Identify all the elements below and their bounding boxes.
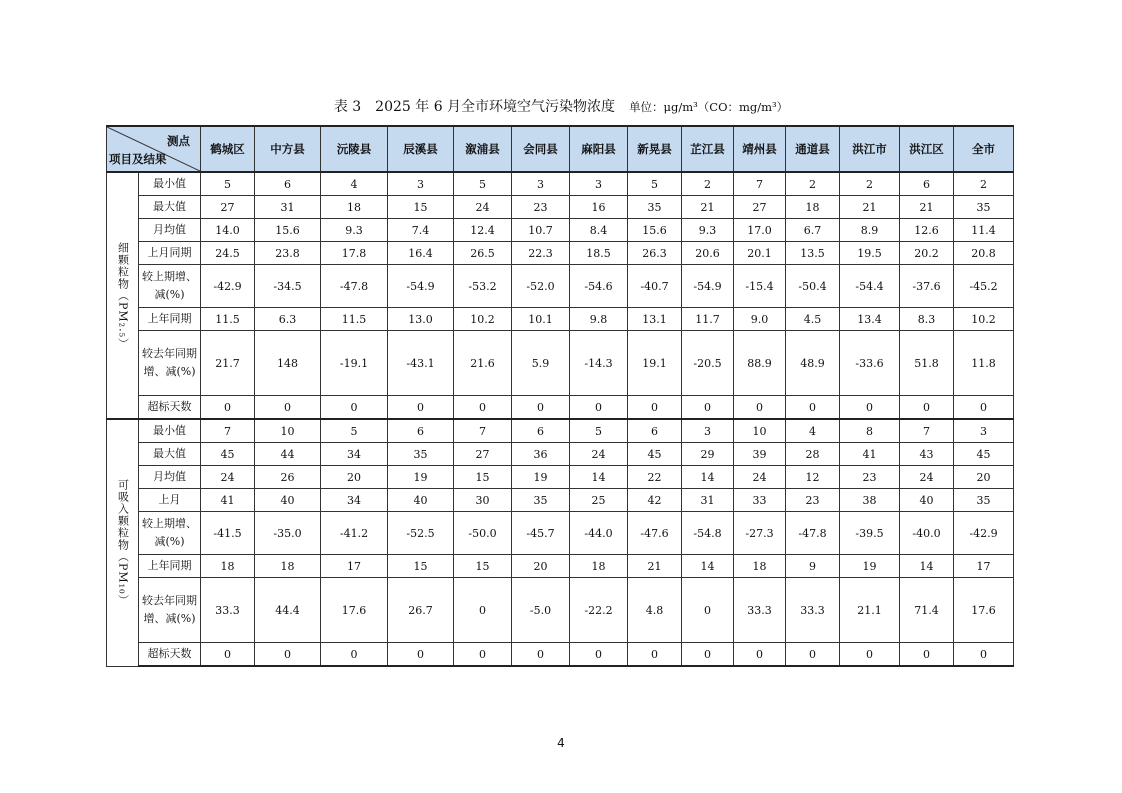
table-row <box>107 196 1014 219</box>
value-cell: -41.2 <box>321 512 388 555</box>
value-cell: -52.5 <box>388 512 454 555</box>
value-cell: 0 <box>954 396 1014 420</box>
table-row <box>107 172 1014 196</box>
value-cell: 19 <box>512 466 570 489</box>
value-cell: 20.1 <box>734 242 786 265</box>
value-cell: 4 <box>321 172 388 196</box>
value-cell: 2 <box>954 172 1014 196</box>
corner-station-label: 测点 <box>167 134 190 148</box>
value-cell: 0 <box>454 643 512 667</box>
value-cell: -47.6 <box>628 512 682 555</box>
value-cell: -45.2 <box>954 265 1014 308</box>
value-cell: 30 <box>454 489 512 512</box>
value-cell: -41.5 <box>201 512 255 555</box>
value-cell: -27.3 <box>734 512 786 555</box>
value-cell: 5 <box>454 172 512 196</box>
value-cell: -53.2 <box>454 265 512 308</box>
value-cell: 0 <box>570 643 628 667</box>
value-cell: 33.3 <box>734 578 786 643</box>
station-header-cell: 全市 <box>954 126 1014 172</box>
metric-label: 上月同期 <box>147 246 192 259</box>
value-cell: -5.0 <box>512 578 570 643</box>
value-cell: 7 <box>900 419 954 443</box>
value-cell: 19 <box>840 555 900 578</box>
value-cell: 17.8 <box>321 242 388 265</box>
value-cell: 4.8 <box>628 578 682 643</box>
value-cell: 21.7 <box>201 331 255 396</box>
value-cell: 14 <box>682 555 734 578</box>
value-cell: 0 <box>840 396 900 420</box>
title-main: 表 3 2025 年 6 月全市环境空气污染物浓度 <box>333 99 616 115</box>
metric-label-cell <box>139 489 201 512</box>
value-cell: 48.9 <box>786 331 840 396</box>
value-cell: 6 <box>900 172 954 196</box>
value-cell: 14.0 <box>201 219 255 242</box>
value-cell: -47.8 <box>321 265 388 308</box>
value-cell: 15 <box>388 196 454 219</box>
value-cell: 24 <box>900 466 954 489</box>
pollutant-group-cell <box>107 172 139 419</box>
value-cell: 2 <box>786 172 840 196</box>
value-cell: 13.1 <box>628 308 682 331</box>
value-cell: 42 <box>628 489 682 512</box>
value-cell: 51.8 <box>900 331 954 396</box>
value-cell: 0 <box>454 578 512 643</box>
metric-label: 较上期增、减(%) <box>142 517 197 548</box>
value-cell: 0 <box>786 396 840 420</box>
value-cell: 3 <box>388 172 454 196</box>
corner-item-label: 项目及结果 <box>109 152 167 166</box>
table-row <box>107 512 1014 555</box>
value-cell: 40 <box>388 489 454 512</box>
value-cell: -50.4 <box>786 265 840 308</box>
value-cell: 7 <box>734 172 786 196</box>
metric-label-cell <box>139 331 201 396</box>
value-cell: 21 <box>682 196 734 219</box>
value-cell: 5 <box>570 419 628 443</box>
value-cell: 0 <box>628 643 682 667</box>
metric-label-cell <box>139 578 201 643</box>
value-cell: 9.8 <box>570 308 628 331</box>
value-cell: -33.6 <box>840 331 900 396</box>
value-cell: 4.5 <box>786 308 840 331</box>
value-cell: 0 <box>255 396 321 420</box>
value-cell: 18 <box>201 555 255 578</box>
table-row <box>107 643 1014 667</box>
value-cell: 15 <box>454 466 512 489</box>
value-cell: 11.8 <box>954 331 1014 396</box>
metric-label-cell <box>139 643 201 667</box>
metric-label: 较上期增、减(%) <box>142 270 197 301</box>
value-cell: 0 <box>512 396 570 420</box>
value-cell: -20.5 <box>682 331 734 396</box>
table-row <box>107 242 1014 265</box>
value-cell: 44 <box>255 443 321 466</box>
value-cell: 9.3 <box>321 219 388 242</box>
value-cell: 23 <box>786 489 840 512</box>
value-cell: 41 <box>840 443 900 466</box>
station-header-cell: 会同县 <box>512 126 570 172</box>
value-cell: -14.3 <box>570 331 628 396</box>
metric-label: 最大值 <box>153 200 186 213</box>
station-header-cell: 溆浦县 <box>454 126 512 172</box>
value-cell: 21 <box>628 555 682 578</box>
value-cell: 26.7 <box>388 578 454 643</box>
value-cell: 33.3 <box>201 578 255 643</box>
value-cell: 3 <box>570 172 628 196</box>
value-cell: 4 <box>786 419 840 443</box>
value-cell: 33.3 <box>786 578 840 643</box>
value-cell: 9.0 <box>734 308 786 331</box>
value-cell: 20 <box>321 466 388 489</box>
value-cell: 18 <box>734 555 786 578</box>
table-row <box>107 396 1014 420</box>
pollutant-group-label: 可吸入颗粒物（PM₁₀） <box>116 479 130 607</box>
value-cell: 20.6 <box>682 242 734 265</box>
value-cell: 16.4 <box>388 242 454 265</box>
metric-label-cell <box>139 308 201 331</box>
metric-label-cell <box>139 219 201 242</box>
value-cell: 2 <box>840 172 900 196</box>
metric-label-cell <box>139 265 201 308</box>
value-cell: 5 <box>201 172 255 196</box>
value-cell: 11.5 <box>321 308 388 331</box>
value-cell: 10 <box>255 419 321 443</box>
metric-label-cell <box>139 419 201 443</box>
value-cell: 0 <box>388 643 454 667</box>
value-cell: 0 <box>900 643 954 667</box>
value-cell: -40.7 <box>628 265 682 308</box>
value-cell: -39.5 <box>840 512 900 555</box>
value-cell: 45 <box>628 443 682 466</box>
table-row <box>107 419 1014 443</box>
value-cell: 5 <box>321 419 388 443</box>
table-row <box>107 555 1014 578</box>
value-cell: 26.5 <box>454 242 512 265</box>
station-header-cell: 沅陵县 <box>321 126 388 172</box>
value-cell: 11.5 <box>201 308 255 331</box>
value-cell: 18.5 <box>570 242 628 265</box>
metric-label-cell <box>139 172 201 196</box>
table-row <box>107 489 1014 512</box>
title-unit: 单位：μg/m³（CO：mg/m³） <box>629 100 789 114</box>
table-row <box>107 308 1014 331</box>
station-header-cell: 辰溪县 <box>388 126 454 172</box>
value-cell: 0 <box>321 396 388 420</box>
value-cell: 13.5 <box>786 242 840 265</box>
value-cell: 0 <box>201 396 255 420</box>
value-cell: 0 <box>682 578 734 643</box>
corner-header-cell <box>107 126 201 172</box>
value-cell: 35 <box>388 443 454 466</box>
value-cell: 8.9 <box>840 219 900 242</box>
value-cell: 0 <box>954 643 1014 667</box>
value-cell: 8.3 <box>900 308 954 331</box>
value-cell: 26 <box>255 466 321 489</box>
metric-label: 最小值 <box>153 424 186 437</box>
value-cell: 0 <box>734 396 786 420</box>
value-cell: 29 <box>682 443 734 466</box>
value-cell: 17.6 <box>954 578 1014 643</box>
value-cell: 23.8 <box>255 242 321 265</box>
value-cell: 14 <box>682 466 734 489</box>
metric-label: 超标天数 <box>147 400 192 413</box>
value-cell: 5 <box>628 172 682 196</box>
metric-label-cell <box>139 196 201 219</box>
header-row <box>107 126 1014 172</box>
value-cell: 13.0 <box>388 308 454 331</box>
value-cell: 19 <box>388 466 454 489</box>
value-cell: 6 <box>388 419 454 443</box>
value-cell: 10.2 <box>454 308 512 331</box>
value-cell: 88.9 <box>734 331 786 396</box>
value-cell: 23 <box>840 466 900 489</box>
value-cell: 21.1 <box>840 578 900 643</box>
value-cell: 31 <box>255 196 321 219</box>
value-cell: 0 <box>734 643 786 667</box>
value-cell: 44.4 <box>255 578 321 643</box>
value-cell: -54.8 <box>682 512 734 555</box>
value-cell: 21.6 <box>454 331 512 396</box>
value-cell: 20 <box>512 555 570 578</box>
value-cell: 3 <box>512 172 570 196</box>
pollutant-table <box>106 125 1014 667</box>
value-cell: 22 <box>628 466 682 489</box>
value-cell: 17.0 <box>734 219 786 242</box>
value-cell: 25 <box>570 489 628 512</box>
value-cell: 0 <box>255 643 321 667</box>
value-cell: -45.7 <box>512 512 570 555</box>
table-row <box>107 578 1014 643</box>
value-cell: 41 <box>201 489 255 512</box>
metric-label-cell <box>139 466 201 489</box>
value-cell: -50.0 <box>454 512 512 555</box>
table-row <box>107 443 1014 466</box>
station-header-cell: 洪江市 <box>840 126 900 172</box>
metric-label: 上年同期 <box>147 312 192 325</box>
value-cell: 71.4 <box>900 578 954 643</box>
value-cell: 3 <box>954 419 1014 443</box>
value-cell: 9.3 <box>682 219 734 242</box>
value-cell: 15.6 <box>628 219 682 242</box>
metric-label: 较去年同期增、减(%) <box>142 594 197 625</box>
value-cell: 10.2 <box>954 308 1014 331</box>
value-cell: 8 <box>840 419 900 443</box>
value-cell: 7.4 <box>388 219 454 242</box>
value-cell: 24 <box>454 196 512 219</box>
value-cell: 9 <box>786 555 840 578</box>
value-cell: 148 <box>255 331 321 396</box>
value-cell: 0 <box>682 396 734 420</box>
metric-label-cell <box>139 555 201 578</box>
value-cell: 45 <box>954 443 1014 466</box>
metric-label-cell <box>139 512 201 555</box>
value-cell: 21 <box>840 196 900 219</box>
station-header-cell: 中方县 <box>255 126 321 172</box>
value-cell: 24 <box>201 466 255 489</box>
value-cell: 16 <box>570 196 628 219</box>
station-header-cell: 鹤城区 <box>201 126 255 172</box>
value-cell: -22.2 <box>570 578 628 643</box>
value-cell: 12.4 <box>454 219 512 242</box>
value-cell: 0 <box>454 396 512 420</box>
value-cell: 7 <box>454 419 512 443</box>
value-cell: 19.5 <box>840 242 900 265</box>
value-cell: -42.9 <box>201 265 255 308</box>
value-cell: 28 <box>786 443 840 466</box>
value-cell: 38 <box>840 489 900 512</box>
value-cell: 11.7 <box>682 308 734 331</box>
value-cell: 0 <box>900 396 954 420</box>
value-cell: 6 <box>628 419 682 443</box>
metric-label: 最小值 <box>153 177 186 190</box>
value-cell: 19.1 <box>628 331 682 396</box>
value-cell: 6 <box>512 419 570 443</box>
pollutant-group-cell <box>107 419 139 666</box>
value-cell: 26.3 <box>628 242 682 265</box>
value-cell: 0 <box>570 396 628 420</box>
value-cell: 15.6 <box>255 219 321 242</box>
value-cell: -37.6 <box>900 265 954 308</box>
value-cell: 21 <box>900 196 954 219</box>
value-cell: -47.8 <box>786 512 840 555</box>
value-cell: 24 <box>734 466 786 489</box>
station-header-cell: 洪江区 <box>900 126 954 172</box>
value-cell: 18 <box>255 555 321 578</box>
value-cell: -54.6 <box>570 265 628 308</box>
value-cell: 35 <box>512 489 570 512</box>
station-header-cell: 靖州县 <box>734 126 786 172</box>
value-cell: 23 <box>512 196 570 219</box>
value-cell: 35 <box>954 196 1014 219</box>
metric-label: 较去年同期增、减(%) <box>142 347 197 378</box>
value-cell: -42.9 <box>954 512 1014 555</box>
value-cell: 10.7 <box>512 219 570 242</box>
value-cell: 14 <box>570 466 628 489</box>
value-cell: 12.6 <box>900 219 954 242</box>
value-cell: 0 <box>786 643 840 667</box>
value-cell: 34 <box>321 489 388 512</box>
value-cell: -35.0 <box>255 512 321 555</box>
value-cell: 6.7 <box>786 219 840 242</box>
value-cell: 12 <box>786 466 840 489</box>
station-header-cell: 通道县 <box>786 126 840 172</box>
value-cell: -52.0 <box>512 265 570 308</box>
value-cell: 34 <box>321 443 388 466</box>
value-cell: -34.5 <box>255 265 321 308</box>
value-cell: 17.6 <box>321 578 388 643</box>
value-cell: 0 <box>321 643 388 667</box>
value-cell: 8.4 <box>570 219 628 242</box>
metric-label: 月均值 <box>153 223 186 236</box>
value-cell: 27 <box>454 443 512 466</box>
value-cell: -54.9 <box>388 265 454 308</box>
value-cell: 7 <box>201 419 255 443</box>
value-cell: 33 <box>734 489 786 512</box>
metric-label: 月均值 <box>153 470 186 483</box>
table-title <box>0 96 1122 116</box>
value-cell: 18 <box>321 196 388 219</box>
value-cell: 3 <box>682 419 734 443</box>
value-cell: 20.2 <box>900 242 954 265</box>
table-row <box>107 219 1014 242</box>
metric-label-cell <box>139 396 201 420</box>
value-cell: 20.8 <box>954 242 1014 265</box>
table-row <box>107 265 1014 308</box>
metric-label: 最大值 <box>153 447 186 460</box>
value-cell: 43 <box>900 443 954 466</box>
value-cell: 27 <box>201 196 255 219</box>
value-cell: 40 <box>900 489 954 512</box>
value-cell: 18 <box>570 555 628 578</box>
value-cell: 22.3 <box>512 242 570 265</box>
value-cell: 24.5 <box>201 242 255 265</box>
value-cell: 40 <box>255 489 321 512</box>
metric-label: 超标天数 <box>147 647 192 660</box>
value-cell: 0 <box>388 396 454 420</box>
value-cell: -44.0 <box>570 512 628 555</box>
station-header-cell: 新晃县 <box>628 126 682 172</box>
value-cell: 0 <box>682 643 734 667</box>
metric-label: 上月 <box>158 493 181 506</box>
table-row <box>107 331 1014 396</box>
metric-label: 上年同期 <box>147 559 192 572</box>
value-cell: 0 <box>512 643 570 667</box>
value-cell: 35 <box>628 196 682 219</box>
value-cell: 36 <box>512 443 570 466</box>
value-cell: 15 <box>454 555 512 578</box>
pollutant-group-label: 细颗粒物（PM₂.₅） <box>116 241 130 350</box>
value-cell: 31 <box>682 489 734 512</box>
value-cell: 18 <box>786 196 840 219</box>
value-cell: 0 <box>628 396 682 420</box>
value-cell: 14 <box>900 555 954 578</box>
value-cell: 39 <box>734 443 786 466</box>
value-cell: 24 <box>570 443 628 466</box>
value-cell: 0 <box>201 643 255 667</box>
value-cell: 20 <box>954 466 1014 489</box>
value-cell: 6 <box>255 172 321 196</box>
station-header-cell: 麻阳县 <box>570 126 628 172</box>
value-cell: -19.1 <box>321 331 388 396</box>
value-cell: -40.0 <box>900 512 954 555</box>
page-number: 4 <box>557 736 565 750</box>
value-cell: 11.4 <box>954 219 1014 242</box>
metric-label-cell <box>139 443 201 466</box>
table-row <box>107 466 1014 489</box>
value-cell: -54.9 <box>682 265 734 308</box>
value-cell: 17 <box>321 555 388 578</box>
value-cell: -43.1 <box>388 331 454 396</box>
station-header-cell: 芷江县 <box>682 126 734 172</box>
value-cell: -15.4 <box>734 265 786 308</box>
value-cell: 45 <box>201 443 255 466</box>
value-cell: 17 <box>954 555 1014 578</box>
value-cell: 2 <box>682 172 734 196</box>
value-cell: 35 <box>954 489 1014 512</box>
value-cell: 0 <box>840 643 900 667</box>
value-cell: 10 <box>734 419 786 443</box>
metric-label-cell <box>139 242 201 265</box>
value-cell: 15 <box>388 555 454 578</box>
value-cell: -54.4 <box>840 265 900 308</box>
value-cell: 10.1 <box>512 308 570 331</box>
value-cell: 27 <box>734 196 786 219</box>
value-cell: 13.4 <box>840 308 900 331</box>
value-cell: 6.3 <box>255 308 321 331</box>
value-cell: 5.9 <box>512 331 570 396</box>
